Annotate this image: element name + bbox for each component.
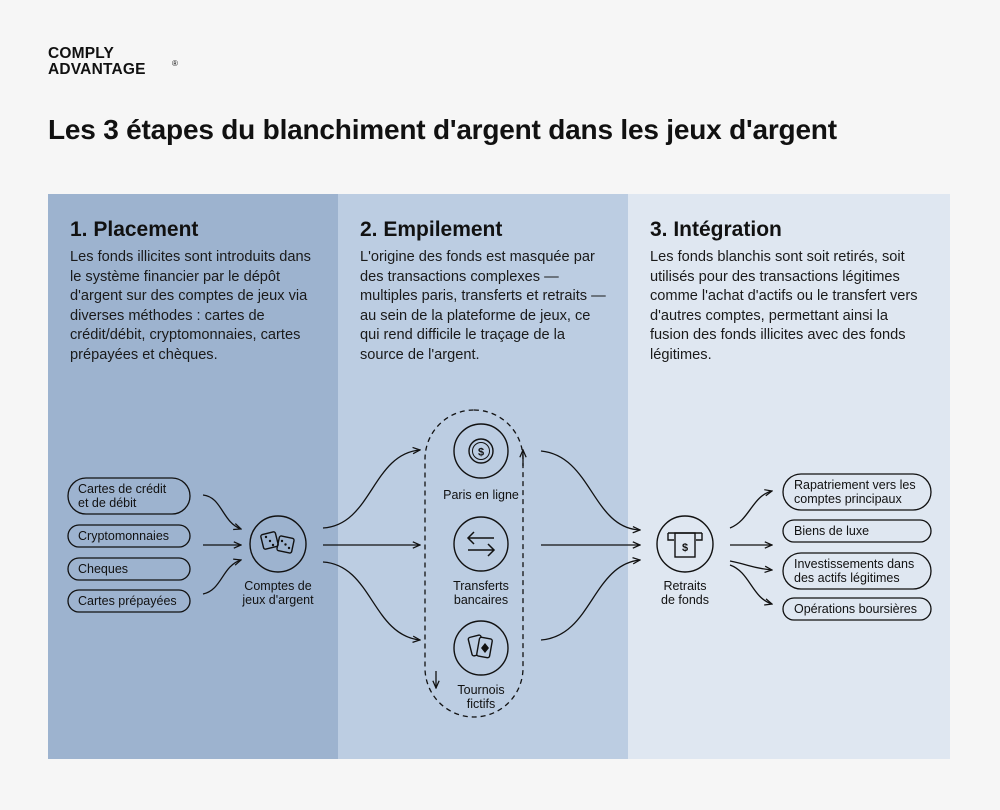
- source-label: Cartes prépayées: [78, 594, 177, 608]
- layering-label-line2: bancaires: [453, 593, 509, 607]
- layering-label-line2: fictifs: [466, 697, 496, 711]
- stage-title-empilement: 2. Empilement: [360, 218, 503, 241]
- withdrawal-label-line2: de fonds: [661, 593, 709, 607]
- svg-text:$: $: [477, 446, 485, 459]
- layering-label-line1: Tournois: [457, 683, 505, 697]
- destination-label-line2: des actifs légitimes: [794, 571, 900, 585]
- accounts-label-line2: jeux d'argent: [242, 593, 314, 607]
- source-pill-crypto: [68, 525, 190, 547]
- stage-description-placement: Les fonds illicites sont introduits dans le système financier par le dépôt d'argent sur des comptes de jeux via diverses méthodes : cartes de crédit/débit, cryptomonnaies, cartes prépayées et chèques.: [70, 249, 311, 363]
- withdrawal-node: [657, 516, 713, 607]
- destination-label: Biens de luxe: [794, 524, 870, 538]
- arrow-accounts-to-tournaments: [323, 562, 420, 640]
- stage-title-integration: 3. Intégration: [650, 218, 782, 241]
- source-label: Cheques: [78, 562, 129, 576]
- destination-label-line2: comptes principaux: [794, 492, 902, 506]
- cash-withdrawal-icon: [668, 533, 702, 557]
- layering-node-transfers: [453, 517, 509, 607]
- destination-pill-investments: [783, 553, 931, 589]
- destination-pill-repatriation: [783, 474, 931, 510]
- arrow-accounts-to-bets: [323, 450, 420, 528]
- brand-logo-line1: COMPLY: [48, 45, 115, 62]
- source-pill-credit-debit: [68, 478, 190, 514]
- accounts-node: [241, 516, 314, 607]
- dollar-coin-icon: [469, 439, 493, 463]
- arrow-source-to-accounts: [203, 560, 241, 594]
- layering-node-tournaments: [454, 621, 508, 711]
- layering-label-line1: Transferts: [453, 579, 509, 593]
- withdrawal-label-line1: Retraits: [663, 579, 707, 593]
- stage-title-placement: 1. Placement: [70, 218, 199, 241]
- arrow-tournaments-to-withdrawal: [541, 560, 640, 640]
- source-label-line2: et de débit: [78, 496, 137, 510]
- arrow-bets-to-withdrawal: [541, 451, 640, 530]
- stage-description-integration: Les fonds blanchis sont soit retirés, soit utilisés pour des transactions légitimes comme l'achat d'actifs ou le transfert vers d'autres comptes, permettant ainsi la fusion des fonds illicites avec des fonds légitimes.: [650, 249, 918, 363]
- playing-cards-icon: [468, 635, 493, 658]
- dice-icon: [260, 531, 294, 553]
- transfer-arrows-icon: [468, 532, 494, 556]
- source-label-line1: Cartes de crédit: [78, 482, 167, 496]
- destination-pill-luxury: [783, 520, 931, 542]
- stage-description-empilement: L'origine des fonds est masquée par des transactions complexes — multiples paris, transferts et retraits — au sein de la plateforme de jeux, ce qui rend difficile le traçage de la source de l'argent.: [360, 249, 606, 363]
- destination-label-line1: Investissements dans: [794, 557, 915, 571]
- layering-node-bets: [443, 424, 519, 502]
- brand-logo-line2: ADVANTAGE: [48, 61, 146, 78]
- destination-label-line1: Rapatriement vers les: [794, 478, 916, 492]
- destination-label: Opérations boursières: [794, 602, 917, 616]
- source-label: Cryptomonnaies: [78, 529, 170, 543]
- arrow-source-to-accounts: [203, 495, 241, 529]
- page-title: Les 3 étapes du blanchiment d'argent dans les jeux d'argent: [48, 114, 837, 145]
- layering-label: Paris en ligne: [443, 488, 519, 502]
- arrow-withdrawal-to-destination: [730, 491, 772, 528]
- svg-text:$: $: [681, 542, 689, 554]
- arrow-withdrawal-to-destination: [730, 565, 772, 604]
- source-pill-prepaid: [68, 590, 190, 612]
- source-pill-cheques: [68, 558, 190, 580]
- destination-pill-stock: [783, 598, 931, 620]
- accounts-label-line1: Comptes de: [244, 579, 312, 593]
- registered-mark: ®: [172, 59, 179, 68]
